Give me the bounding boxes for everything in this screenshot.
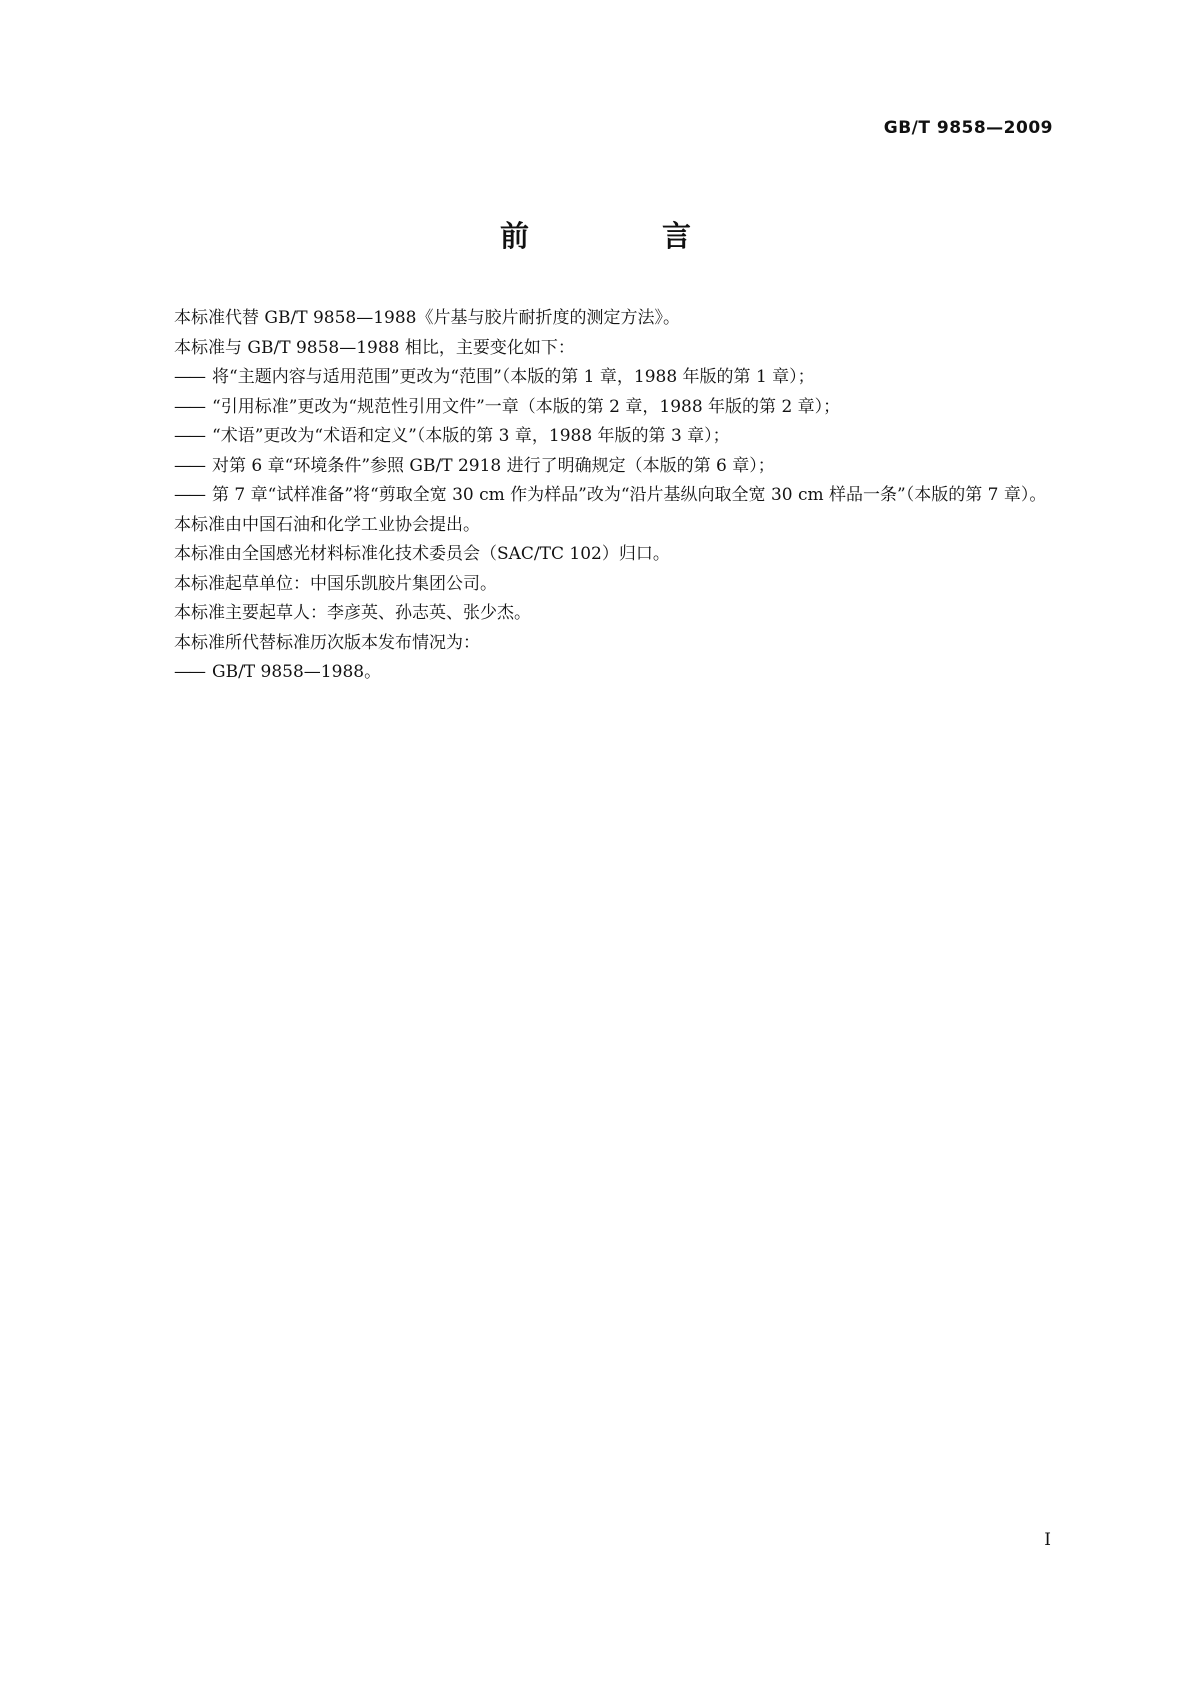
list-item [174,363,1054,393]
changes-intro: 本标准与 GB/T 9858—1988 相比，主要变化如下： [174,337,575,358]
list-dash: —— [174,455,204,476]
list-item-text: “引用标准”更改为“规范性引用文件”一章（本版的第 2 章，1988 年版的第 2 章）； [212,396,841,417]
list-dash: —— [174,426,204,446]
proposed-by-statement: 本标准由中国石油和化学工业协会提出。 [174,514,480,535]
list-item-text: “术语”更改为“术语和定义”（本版的第 3 章，1988 年版的第 3 章）； [212,426,730,446]
list-item [174,452,1054,482]
list-item-text: 第 7 章“试样准备”将“剪取全宽 30 cm 作为样品”改为“沿片基纵向取全宽 30 cm 样品一条”（本版的第 7 章）。 [212,485,1047,505]
centralized-by-statement: 本标准由全国感光材料标准化技术委员会（SAC/TC 102）归口。 [174,544,670,564]
replacement-statement: 本标准代替 GB/T 9858—1988《片基与胶片耐折度的测定方法》。 [174,308,680,328]
history-item-text: GB/T 9858—1988。 [212,662,382,682]
drafting-unit-statement: 本标准起草单位：中国乐凯胶片集团公司。 [174,573,497,594]
list-dash: —— [174,396,204,417]
list-item [174,481,1054,511]
list-item-text: 对第 6 章“环境条件”参照 GB/T 2918 进行了明确规定（本版的第 6 章）； [212,455,775,476]
list-dash: —— [174,662,204,682]
list-item [174,658,1054,688]
history-intro: 本标准所代替标准历次版本发布情况为： [174,632,480,653]
list-item-text: 将“主题内容与适用范围”更改为“范围”（本版的第 1 章，1988 年版的第 1 章）； [212,367,815,387]
list-dash: —— [174,367,204,387]
page-number: I [1044,1530,1051,1550]
page-title: 前 言 [499,219,743,253]
foreword-body [174,304,1054,688]
standard-code: GB/T 9858—2009 [883,118,1053,138]
list-item [174,422,1054,452]
drafters-statement: 本标准主要起草人：李彦英、孙志英、张少杰。 [174,603,531,623]
list-item [174,393,1054,423]
list-dash: —— [174,485,204,505]
